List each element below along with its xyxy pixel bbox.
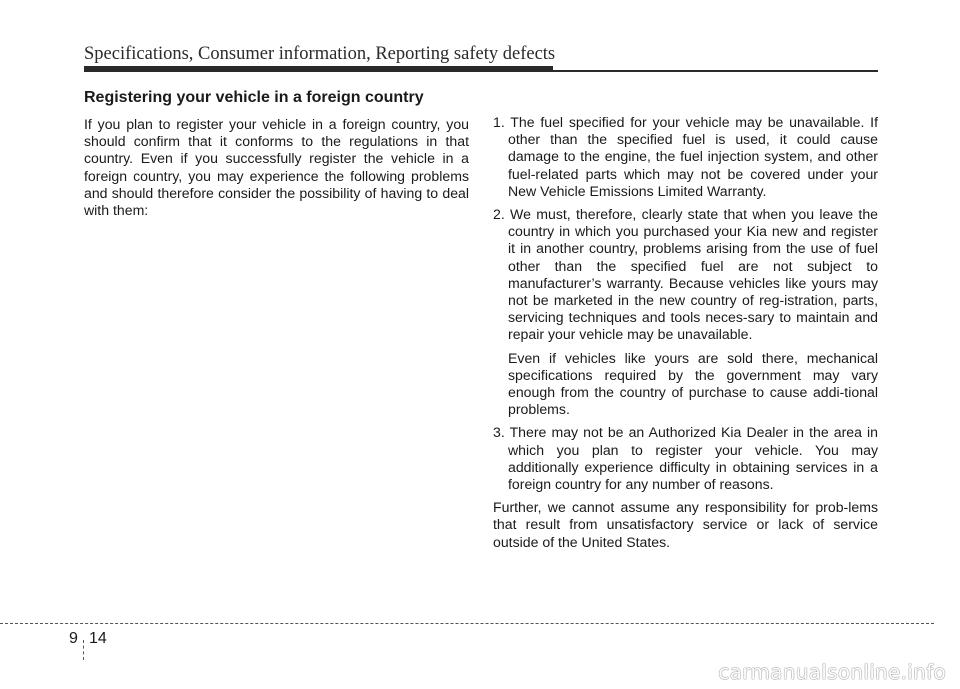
list-item-2: 2. We must, therefore, clearly state that when you leave the country in which you purchased your Kia new and register it in another country, problems arising from the use of fuel other than the specified fuel are not subject to manufacturer’s warranty. Because vehicles like yours may not be marketed in the new country of reg-istration, parts, servicing techniques and tools neces-sary to maintain and repair your vehicle may be unavailable. [493,206,878,343]
left-column [84,88,469,219]
header-rule-thick [84,66,553,72]
header-title: Specifications, Consumer information, Reporting safety defects [84,44,556,64]
intro-paragraph: If you plan to register your vehicle in a foreign country, you should confirm that it conforms to the regulations in that country. Even if you successfully register the vehicle in a foreign country, you may experience the following problems and should therefore consider the possibility of having to deal with them: [84,116,469,219]
watermark-text: carmanualsonline.info [718,660,946,684]
list-item-1: 1. The fuel specified for your vehicle may be unavailable. If other than the specified fuel is used, it could cause damage to the engine, the fuel injection system, and other fuel-related parts which may not be covered under your New Vehicle Emissions Limited Warranty. [493,114,878,199]
page-number: 14 [89,630,107,647]
list-item-3: 3. There may not be an Authorized Kia Dealer in the area in which you plan to register your vehicle. You may additionally experience difficulty in obtaining services in a foreign country for any number of reasons. [493,424,878,493]
section-heading: Registering your vehicle in a foreign country [84,89,424,106]
right-column [493,114,878,551]
footer-dashed-rule [0,623,934,624]
header-rule-thin [553,70,878,72]
chapter-number: 9 [69,630,78,647]
closing-paragraph: Further, we cannot assume any responsibility for prob-lems that result from unsatisfactory service or lack of service outside of the United States. [493,499,878,550]
list-item-2-note: Even if vehicles like yours are sold there, mechanical specifications required by the government may vary enough from the country of purchase to cause addi-tional problems. [508,349,878,418]
footer-vertical-rule [83,640,84,660]
